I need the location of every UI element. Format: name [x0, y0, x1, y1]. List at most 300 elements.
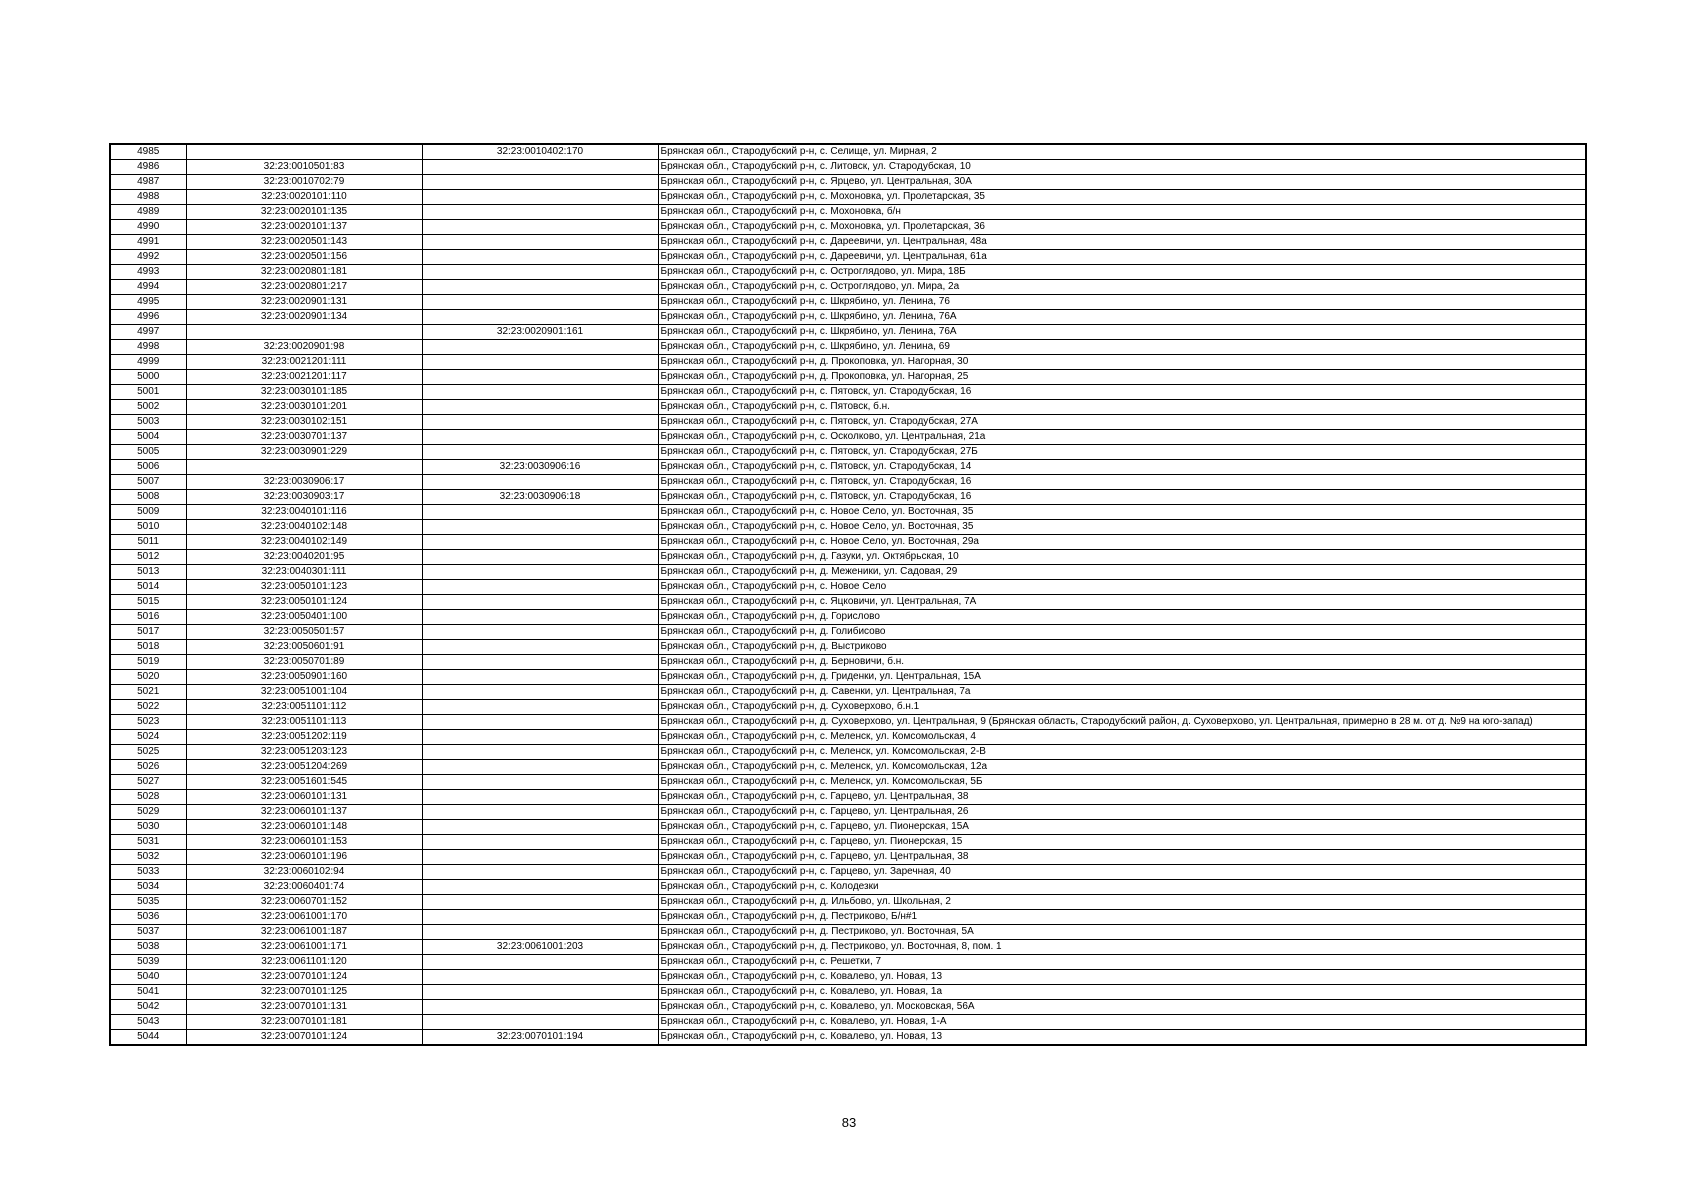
address-cell: Брянская обл., Стародубский р-н, с. Шкрябино, ул. Ленина, 76А [658, 325, 1586, 340]
address-cell: Брянская обл., Стародубский р-н, д. Пестриково, ул. Восточная, 8, пом. 1 [658, 940, 1586, 955]
table-row [110, 385, 1586, 400]
address-cell: Брянская обл., Стародубский р-н, с. Остроглядово, ул. Мира, 2а [658, 280, 1586, 295]
cadastral-number-2-cell [422, 685, 658, 700]
address-cell: Брянская обл., Стародубский р-н, с. Пятовск, ул. Стародубская, 27Б [658, 445, 1586, 460]
cadastral-number-cell: 32:23:0010702:79 [186, 175, 422, 190]
table-row [110, 895, 1586, 910]
address-cell: Брянская обл., Стародубский р-н, с. Ковалево, ул. Новая, 13 [658, 1030, 1586, 1046]
table-row [110, 610, 1586, 625]
cadastral-number-cell: 32:23:0020101:110 [186, 190, 422, 205]
cadastral-number-2-cell: 32:23:0061001:203 [422, 940, 658, 955]
cadastral-number-2-cell [422, 370, 658, 385]
cadastral-number-cell: 32:23:0020801:181 [186, 265, 422, 280]
address-cell: Брянская обл., Стародубский р-н, с. Остроглядово, ул. Мира, 18Б [658, 265, 1586, 280]
cadastral-number-2-cell [422, 835, 658, 850]
row-number-cell: 4987 [110, 175, 186, 190]
row-number-cell: 5040 [110, 970, 186, 985]
cadastral-number-2-cell [422, 895, 658, 910]
cadastral-number-cell: 32:23:0030701:137 [186, 430, 422, 445]
table-row [110, 820, 1586, 835]
cadastral-number-cell: 32:23:0060401:74 [186, 880, 422, 895]
table-row [110, 550, 1586, 565]
cadastral-number-2-cell [422, 775, 658, 790]
address-cell: Брянская обл., Стародубский р-н, с. Ковалево, ул. Новая, 13 [658, 970, 1586, 985]
address-cell: Брянская обл., Стародубский р-н, с. Пятовск, ул. Стародубская, 27А [658, 415, 1586, 430]
address-cell: Брянская обл., Стародубский р-н, с. Меленск, ул. Комсомольская, 4 [658, 730, 1586, 745]
cadastral-number-2-cell [422, 265, 658, 280]
table-row [110, 700, 1586, 715]
page-number: 83 [841, 1115, 857, 1130]
row-number-cell: 5042 [110, 1000, 186, 1015]
cadastral-number-cell: 32:23:0010501:83 [186, 160, 422, 175]
cadastral-number-cell: 32:23:0070101:124 [186, 1030, 422, 1046]
table-row [110, 1000, 1586, 1015]
row-number-cell: 5018 [110, 640, 186, 655]
row-number-cell: 5011 [110, 535, 186, 550]
registry-table-wrapper [109, 143, 1585, 1046]
cadastral-number-2-cell: 32:23:0070101:194 [422, 1030, 658, 1046]
table-row [110, 205, 1586, 220]
cadastral-number-cell: 32:23:0020901:131 [186, 295, 422, 310]
cadastral-number-2-cell [422, 925, 658, 940]
table-row [110, 280, 1586, 295]
table-row [110, 475, 1586, 490]
table-row [110, 144, 1586, 160]
cadastral-number-cell: 32:23:0060102:94 [186, 865, 422, 880]
table-row [110, 640, 1586, 655]
cadastral-number-cell: 32:23:0051101:113 [186, 715, 422, 730]
table-row [110, 955, 1586, 970]
table-row [110, 355, 1586, 370]
cadastral-number-2-cell [422, 340, 658, 355]
address-cell: Брянская обл., Стародубский р-н, с. Дареевичи, ул. Центральная, 61а [658, 250, 1586, 265]
address-cell: Брянская обл., Стародубский р-н, с. Ярцево, ул. Центральная, 30А [658, 175, 1586, 190]
address-cell: Брянская обл., Стародубский р-н, д. Прокоповка, ул. Нагорная, 30 [658, 355, 1586, 370]
row-number-cell: 5028 [110, 790, 186, 805]
row-number-cell: 5030 [110, 820, 186, 835]
cadastral-number-2-cell [422, 190, 658, 205]
table-row [110, 1030, 1586, 1046]
address-cell: Брянская обл., Стародубский р-н, с. Шкрябино, ул. Ленина, 69 [658, 340, 1586, 355]
cadastral-number-2-cell [422, 475, 658, 490]
table-row [110, 490, 1586, 505]
cadastral-number-2-cell [422, 910, 658, 925]
address-cell: Брянская обл., Стародубский р-н, с. Селище, ул. Мирная, 2 [658, 144, 1586, 160]
cadastral-number-2-cell [422, 985, 658, 1000]
row-number-cell: 5022 [110, 700, 186, 715]
cadastral-number-2-cell [422, 805, 658, 820]
cadastral-number-cell: 32:23:0020901:98 [186, 340, 422, 355]
row-number-cell: 5039 [110, 955, 186, 970]
row-number-cell: 5008 [110, 490, 186, 505]
address-cell: Брянская обл., Стародубский р-н, с. Пятовск, б.н. [658, 400, 1586, 415]
cadastral-number-cell: 32:23:0030101:185 [186, 385, 422, 400]
row-number-cell: 5013 [110, 565, 186, 580]
row-number-cell: 5029 [110, 805, 186, 820]
cadastral-number-2-cell: 32:23:0010402:170 [422, 144, 658, 160]
address-cell: Брянская обл., Стародубский р-н, с. Ковалево, ул. Новая, 1-А [658, 1015, 1586, 1030]
table-row [110, 505, 1586, 520]
cadastral-number-cell: 32:23:0020901:134 [186, 310, 422, 325]
cadastral-number-2-cell [422, 385, 658, 400]
table-row [110, 925, 1586, 940]
address-cell: Брянская обл., Стародубский р-н, с. Пятовск, ул. Стародубская, 16 [658, 475, 1586, 490]
row-number-cell: 4986 [110, 160, 186, 175]
address-cell: Брянская обл., Стародубский р-н, д. Суховерхово, б.н.1 [658, 700, 1586, 715]
row-number-cell: 5024 [110, 730, 186, 745]
address-cell: Брянская обл., Стародубский р-н, д. Суховерхово, ул. Центральная, 9 (Брянская область, Стародубский район, д. Суховерхово, ул. Центральная, примерно в 28 м. от д. №9 на юго-запад) [658, 715, 1586, 730]
row-number-cell: 5002 [110, 400, 186, 415]
address-cell: Брянская обл., Стародубский р-н, д. Прокоповка, ул. Нагорная, 25 [658, 370, 1586, 385]
table-row [110, 775, 1586, 790]
cadastral-number-cell: 32:23:0070101:131 [186, 1000, 422, 1015]
row-number-cell: 5032 [110, 850, 186, 865]
table-row [110, 715, 1586, 730]
address-cell: Брянская обл., Стародубский р-н, д. Горислово [658, 610, 1586, 625]
cadastral-number-2-cell [422, 670, 658, 685]
row-number-cell: 5035 [110, 895, 186, 910]
row-number-cell: 5033 [110, 865, 186, 880]
cadastral-number-2-cell [422, 415, 658, 430]
cadastral-number-2-cell [422, 610, 658, 625]
table-row [110, 535, 1586, 550]
cadastral-number-2-cell [422, 535, 658, 550]
cadastral-number-2-cell [422, 655, 658, 670]
address-cell: Брянская обл., Стародубский р-н, с. Новое Село, ул. Восточная, 29а [658, 535, 1586, 550]
cadastral-number-2-cell [422, 1000, 658, 1015]
cadastral-number-cell: 32:23:0040102:149 [186, 535, 422, 550]
row-number-cell: 4993 [110, 265, 186, 280]
address-cell: Брянская обл., Стародубский р-н, с. Новое Село [658, 580, 1586, 595]
address-cell: Брянская обл., Стародубский р-н, с. Гарцево, ул. Центральная, 26 [658, 805, 1586, 820]
address-cell: Брянская обл., Стародубский р-н, с. Пятовск, ул. Стародубская, 14 [658, 460, 1586, 475]
row-number-cell: 4991 [110, 235, 186, 250]
cadastral-number-cell: 32:23:0040102:148 [186, 520, 422, 535]
table-row [110, 520, 1586, 535]
table-row [110, 160, 1586, 175]
table-row [110, 415, 1586, 430]
cadastral-number-2-cell [422, 355, 658, 370]
cadastral-number-cell: 32:23:0061001:170 [186, 910, 422, 925]
address-cell: Брянская обл., Стародубский р-н, с. Гарцево, ул. Пионерская, 15 [658, 835, 1586, 850]
cadastral-number-cell: 32:23:0051203:123 [186, 745, 422, 760]
row-number-cell: 5044 [110, 1030, 186, 1046]
cadastral-number-cell: 32:23:0051202:119 [186, 730, 422, 745]
table-row [110, 190, 1586, 205]
table-row [110, 670, 1586, 685]
cadastral-number-cell: 32:23:0050401:100 [186, 610, 422, 625]
cadastral-number-2-cell [422, 715, 658, 730]
cadastral-number-cell: 32:23:0051204:269 [186, 760, 422, 775]
address-cell: Брянская обл., Стародубский р-н, д. Голибисово [658, 625, 1586, 640]
cadastral-number-2-cell [422, 865, 658, 880]
table-row [110, 370, 1586, 385]
table-row [110, 565, 1586, 580]
table-row [110, 985, 1586, 1000]
address-cell: Брянская обл., Стародубский р-н, с. Гарцево, ул. Центральная, 38 [658, 850, 1586, 865]
cadastral-number-2-cell [422, 295, 658, 310]
address-cell: Брянская обл., Стародубский р-н, д. Меженики, ул. Садовая, 29 [658, 565, 1586, 580]
cadastral-number-cell: 32:23:0020801:217 [186, 280, 422, 295]
address-cell: Брянская обл., Стародубский р-н, с. Пятовск, ул. Стародубская, 16 [658, 385, 1586, 400]
cadastral-number-2-cell [422, 220, 658, 235]
cadastral-number-2-cell [422, 445, 658, 460]
address-cell: Брянская обл., Стародубский р-н, с. Мохоновка, ул. Пролетарская, 35 [658, 190, 1586, 205]
table-row [110, 745, 1586, 760]
table-row [110, 760, 1586, 775]
cadastral-number-2-cell [422, 625, 658, 640]
cadastral-number-cell: 32:23:0061001:171 [186, 940, 422, 955]
cadastral-number-cell: 32:23:0030101:201 [186, 400, 422, 415]
address-cell: Брянская обл., Стародубский р-н, с. Ковалево, ул. Московская, 56А [658, 1000, 1586, 1015]
registry-table [109, 143, 1587, 1046]
row-number-cell: 5027 [110, 775, 186, 790]
table-row [110, 445, 1586, 460]
table-row [110, 325, 1586, 340]
address-cell: Брянская обл., Стародубский р-н, д. Выстриково [658, 640, 1586, 655]
cadastral-number-cell: 32:23:0070101:125 [186, 985, 422, 1000]
row-number-cell: 5041 [110, 985, 186, 1000]
address-cell: Брянская обл., Стародубский р-н, с. Гарцево, ул. Центральная, 38 [658, 790, 1586, 805]
row-number-cell: 4995 [110, 295, 186, 310]
cadastral-number-cell: 32:23:0050901:160 [186, 670, 422, 685]
row-number-cell: 4992 [110, 250, 186, 265]
table-row [110, 865, 1586, 880]
row-number-cell: 5017 [110, 625, 186, 640]
cadastral-number-2-cell [422, 520, 658, 535]
row-number-cell: 5014 [110, 580, 186, 595]
table-row [110, 175, 1586, 190]
address-cell: Брянская обл., Стародубский р-н, с. Дареевичи, ул. Центральная, 48а [658, 235, 1586, 250]
row-number-cell: 4996 [110, 310, 186, 325]
address-cell: Брянская обл., Стародубский р-н, с. Меленск, ул. Комсомольская, 5Б [658, 775, 1586, 790]
row-number-cell: 5007 [110, 475, 186, 490]
row-number-cell: 5006 [110, 460, 186, 475]
address-cell: Брянская обл., Стародубский р-н, с. Мохоновка, ул. Пролетарская, 36 [658, 220, 1586, 235]
cadastral-number-2-cell [422, 160, 658, 175]
row-number-cell: 5026 [110, 760, 186, 775]
cadastral-number-2-cell [422, 250, 658, 265]
table-row [110, 655, 1586, 670]
table-row [110, 625, 1586, 640]
cadastral-number-cell: 32:23:0050701:89 [186, 655, 422, 670]
cadastral-number-2-cell [422, 820, 658, 835]
cadastral-number-cell: 32:23:0070101:124 [186, 970, 422, 985]
cadastral-number-2-cell [422, 880, 658, 895]
cadastral-number-cell: 32:23:0040301:111 [186, 565, 422, 580]
cadastral-number-2-cell [422, 280, 658, 295]
row-number-cell: 4997 [110, 325, 186, 340]
cadastral-number-cell: 32:23:0060101:137 [186, 805, 422, 820]
cadastral-number-2-cell: 32:23:0030906:18 [422, 490, 658, 505]
cadastral-number-cell: 32:23:0051101:112 [186, 700, 422, 715]
cadastral-number-cell: 32:23:0061101:120 [186, 955, 422, 970]
table-row [110, 880, 1586, 895]
row-number-cell: 5020 [110, 670, 186, 685]
row-number-cell: 5034 [110, 880, 186, 895]
address-cell: Брянская обл., Стародубский р-н, с. Гарцево, ул. Пионерская, 15А [658, 820, 1586, 835]
table-row [110, 685, 1586, 700]
address-cell: Брянская обл., Стародубский р-н, д. Пестриково, ул. Восточная, 5А [658, 925, 1586, 940]
address-cell: Брянская обл., Стародубский р-н, с. Решетки, 7 [658, 955, 1586, 970]
row-number-cell: 4998 [110, 340, 186, 355]
cadastral-number-2-cell [422, 310, 658, 325]
table-row [110, 790, 1586, 805]
table-row [110, 1015, 1586, 1030]
cadastral-number-cell: 32:23:0030903:17 [186, 490, 422, 505]
table-row [110, 835, 1586, 850]
table-row [110, 910, 1586, 925]
cadastral-number-cell: 32:23:0020501:156 [186, 250, 422, 265]
cadastral-number-cell: 32:23:0050601:91 [186, 640, 422, 655]
row-number-cell: 4989 [110, 205, 186, 220]
cadastral-number-2-cell [422, 1015, 658, 1030]
address-cell: Брянская обл., Стародубский р-н, с. Пятовск, ул. Стародубская, 16 [658, 490, 1586, 505]
row-number-cell: 5019 [110, 655, 186, 670]
row-number-cell: 5038 [110, 940, 186, 955]
table-row [110, 460, 1586, 475]
cadastral-number-cell: 32:23:0060101:196 [186, 850, 422, 865]
address-cell: Брянская обл., Стародубский р-н, д. Газуки, ул. Октябрьская, 10 [658, 550, 1586, 565]
table-row [110, 430, 1586, 445]
cadastral-number-2-cell [422, 700, 658, 715]
cadastral-number-2-cell [422, 955, 658, 970]
cadastral-number-cell: 32:23:0021201:111 [186, 355, 422, 370]
cadastral-number-cell: 32:23:0060101:148 [186, 820, 422, 835]
row-number-cell: 5031 [110, 835, 186, 850]
address-cell: Брянская обл., Стародубский р-н, с. Яцковичи, ул. Центральная, 7А [658, 595, 1586, 610]
row-number-cell: 5036 [110, 910, 186, 925]
row-number-cell: 5009 [110, 505, 186, 520]
cadastral-number-2-cell [422, 760, 658, 775]
cadastral-number-2-cell [422, 850, 658, 865]
cadastral-number-cell: 32:23:0020501:143 [186, 235, 422, 250]
table-row [110, 295, 1586, 310]
cadastral-number-cell: 32:23:0060701:152 [186, 895, 422, 910]
cadastral-number-2-cell [422, 565, 658, 580]
row-number-cell: 5000 [110, 370, 186, 385]
address-cell: Брянская обл., Стародубский р-н, с. Шкрябино, ул. Ленина, 76А [658, 310, 1586, 325]
table-row [110, 235, 1586, 250]
address-cell: Брянская обл., Стародубский р-н, с. Литовск, ул. Стародубская, 10 [658, 160, 1586, 175]
row-number-cell: 5037 [110, 925, 186, 940]
cadastral-number-2-cell [422, 175, 658, 190]
row-number-cell: 5005 [110, 445, 186, 460]
cadastral-number-2-cell [422, 640, 658, 655]
cadastral-number-cell: 32:23:0020101:135 [186, 205, 422, 220]
row-number-cell: 5001 [110, 385, 186, 400]
row-number-cell: 5003 [110, 415, 186, 430]
cadastral-number-cell: 32:23:0051001:104 [186, 685, 422, 700]
cadastral-number-cell: 32:23:0030901:229 [186, 445, 422, 460]
cadastral-number-2-cell [422, 730, 658, 745]
cadastral-number-cell [186, 460, 422, 475]
cadastral-number-cell: 32:23:0030102:151 [186, 415, 422, 430]
cadastral-number-cell [186, 325, 422, 340]
cadastral-number-cell: 32:23:0040201:95 [186, 550, 422, 565]
cadastral-number-2-cell [422, 235, 658, 250]
cadastral-number-cell: 32:23:0040101:116 [186, 505, 422, 520]
row-number-cell: 4994 [110, 280, 186, 295]
table-row [110, 805, 1586, 820]
cadastral-number-2-cell [422, 580, 658, 595]
address-cell: Брянская обл., Стародубский р-н, с. Меленск, ул. Комсомольская, 12а [658, 760, 1586, 775]
table-row [110, 220, 1586, 235]
cadastral-number-2-cell: 32:23:0030906:16 [422, 460, 658, 475]
address-cell: Брянская обл., Стародубский р-н, с. Новое Село, ул. Восточная, 35 [658, 520, 1586, 535]
address-cell: Брянская обл., Стародубский р-н, с. Ковалево, ул. Новая, 1а [658, 985, 1586, 1000]
row-number-cell: 5043 [110, 1015, 186, 1030]
address-cell: Брянская обл., Стародубский р-н, с. Шкрябино, ул. Ленина, 76 [658, 295, 1586, 310]
address-cell: Брянская обл., Стародубский р-н, с. Мохоновка, б/н [658, 205, 1586, 220]
cadastral-number-cell: 32:23:0021201:117 [186, 370, 422, 385]
cadastral-number-2-cell [422, 550, 658, 565]
table-row [110, 265, 1586, 280]
row-number-cell: 5010 [110, 520, 186, 535]
row-number-cell: 5021 [110, 685, 186, 700]
registry-table-body [110, 144, 1586, 1045]
cadastral-number-2-cell [422, 205, 658, 220]
table-row [110, 970, 1586, 985]
row-number-cell: 5004 [110, 430, 186, 445]
row-number-cell: 5012 [110, 550, 186, 565]
row-number-cell: 4988 [110, 190, 186, 205]
row-number-cell: 4999 [110, 355, 186, 370]
row-number-cell: 5015 [110, 595, 186, 610]
cadastral-number-cell: 32:23:0061001:187 [186, 925, 422, 940]
address-cell: Брянская обл., Стародубский р-н, с. Осколково, ул. Центральная, 21а [658, 430, 1586, 445]
cadastral-number-2-cell [422, 430, 658, 445]
row-number-cell: 5025 [110, 745, 186, 760]
cadastral-number-cell: 32:23:0070101:181 [186, 1015, 422, 1030]
cadastral-number-cell: 32:23:0060101:131 [186, 790, 422, 805]
address-cell: Брянская обл., Стародубский р-н, д. Савенки, ул. Центральная, 7а [658, 685, 1586, 700]
address-cell: Брянская обл., Стародубский р-н, д. Пестриково, Б/н#1 [658, 910, 1586, 925]
cadastral-number-2-cell [422, 790, 658, 805]
cadastral-number-cell: 32:23:0051601:545 [186, 775, 422, 790]
row-number-cell: 5016 [110, 610, 186, 625]
cadastral-number-2-cell [422, 595, 658, 610]
address-cell: Брянская обл., Стародубский р-н, с. Меленск, ул. Комсомольская, 2-В [658, 745, 1586, 760]
table-row [110, 340, 1586, 355]
cadastral-number-cell: 32:23:0060101:153 [186, 835, 422, 850]
table-row [110, 310, 1586, 325]
cadastral-number-2-cell [422, 400, 658, 415]
cadastral-number-cell: 32:23:0030906:17 [186, 475, 422, 490]
cadastral-number-2-cell [422, 505, 658, 520]
cadastral-number-2-cell [422, 745, 658, 760]
row-number-cell: 4985 [110, 144, 186, 160]
table-row [110, 940, 1586, 955]
table-row [110, 850, 1586, 865]
table-row [110, 595, 1586, 610]
cadastral-number-cell: 32:23:0050101:124 [186, 595, 422, 610]
cadastral-number-2-cell [422, 970, 658, 985]
cadastral-number-cell: 32:23:0020101:137 [186, 220, 422, 235]
table-row [110, 580, 1586, 595]
cadastral-number-cell: 32:23:0050101:123 [186, 580, 422, 595]
cadastral-number-2-cell: 32:23:0020901:161 [422, 325, 658, 340]
table-row [110, 400, 1586, 415]
row-number-cell: 4990 [110, 220, 186, 235]
address-cell: Брянская обл., Стародубский р-н, с. Новое Село, ул. Восточная, 35 [658, 505, 1586, 520]
table-row [110, 730, 1586, 745]
cadastral-number-cell [186, 144, 422, 160]
address-cell: Брянская обл., Стародубский р-н, д. Ильбово, ул. Школьная, 2 [658, 895, 1586, 910]
address-cell: Брянская обл., Стародубский р-н, д. Гриденки, ул. Центральная, 15А [658, 670, 1586, 685]
address-cell: Брянская обл., Стародубский р-н, с. Гарцево, ул. Заречная, 40 [658, 865, 1586, 880]
address-cell: Брянская обл., Стародубский р-н, с. Колодезки [658, 880, 1586, 895]
